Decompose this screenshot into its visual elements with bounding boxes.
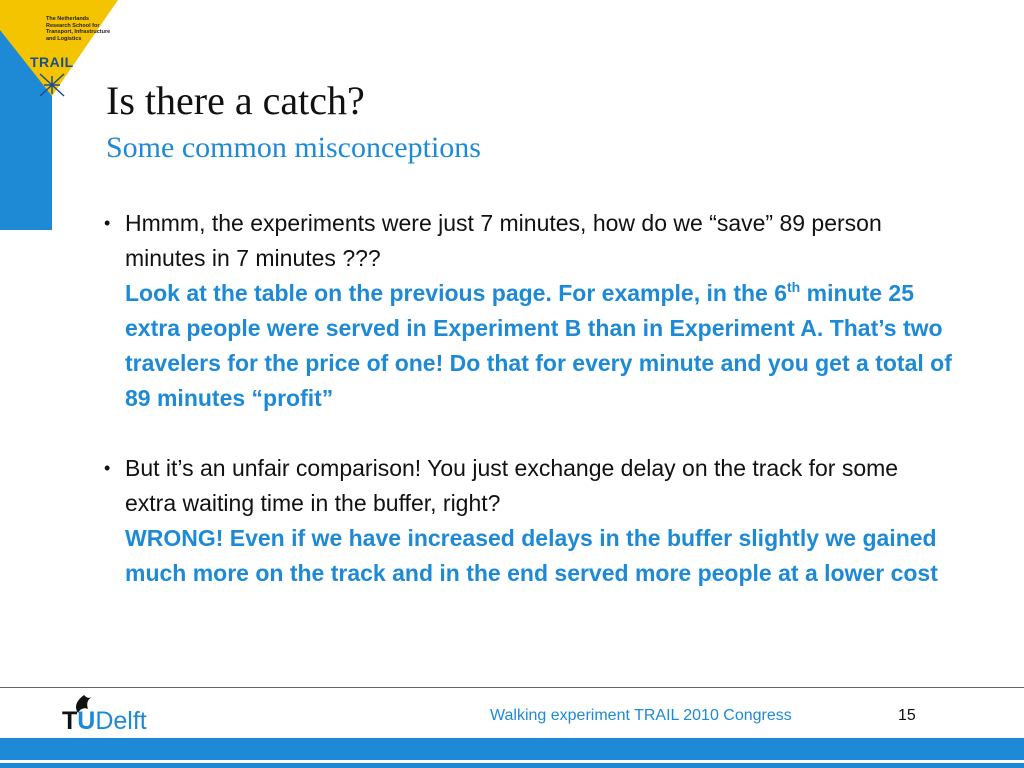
logo-caption-line: Research School for	[46, 22, 100, 29]
bullet-item	[104, 206, 974, 416]
bullet-marker: •	[104, 458, 111, 478]
footer-divider	[0, 687, 1024, 688]
bullet-answer	[125, 276, 955, 416]
tu-u-letter: U	[77, 707, 96, 735]
bullet-question: But it’s an unfair comparison! You just exchange delay on the track for some extra waiting time in the buffer, right?	[125, 455, 899, 516]
delft-word: Delft	[95, 707, 147, 735]
ordinal-suffix: th	[787, 279, 801, 295]
answer-text: minute 25 extra people were served in Experiment B than in Experiment A. That’s two travelers for the price of one! Do that for every minute and you get a total of 89 minutes “profit”	[125, 280, 952, 411]
bullet-item	[104, 451, 974, 591]
logo-caption-line: The Netherlands	[46, 16, 90, 22]
tu-delft-logo	[62, 693, 172, 735]
logo-caption-line: and Logistics	[46, 35, 82, 42]
answer-text: Look at the table on the previous page. For example, in the 6	[125, 280, 788, 306]
tu-t-letter: T	[62, 707, 78, 735]
page-number: 15	[898, 707, 916, 724]
bullet-answer: WRONG! Even if we have increased delays in the buffer slightly we gained much more on the track and in the end served more people at a lower cost	[125, 525, 938, 586]
bullet-list	[104, 206, 974, 591]
bullet-marker: •	[104, 213, 111, 233]
logo-caption	[46, 16, 126, 42]
footer-caption: Walking experiment TRAIL 2010 Congress	[490, 707, 792, 724]
logo-caption-line: Transport, Infrastructure	[46, 29, 111, 35]
tu-delft-wordmark	[62, 707, 147, 736]
footer-band-thin	[0, 763, 1024, 768]
bullet-body	[125, 451, 955, 591]
slide-subtitle: Some common misconceptions	[106, 131, 481, 164]
bullet-body	[125, 206, 955, 416]
logo-wordmark: TRAIL	[30, 54, 74, 70]
bullet-question: Hmmm, the experiments were just 7 minutes, how do we “save” 89 person minutes in 7 minutes ???	[125, 210, 882, 271]
slide-title: Is there a catch?	[106, 78, 365, 123]
footer-band	[0, 738, 1024, 760]
